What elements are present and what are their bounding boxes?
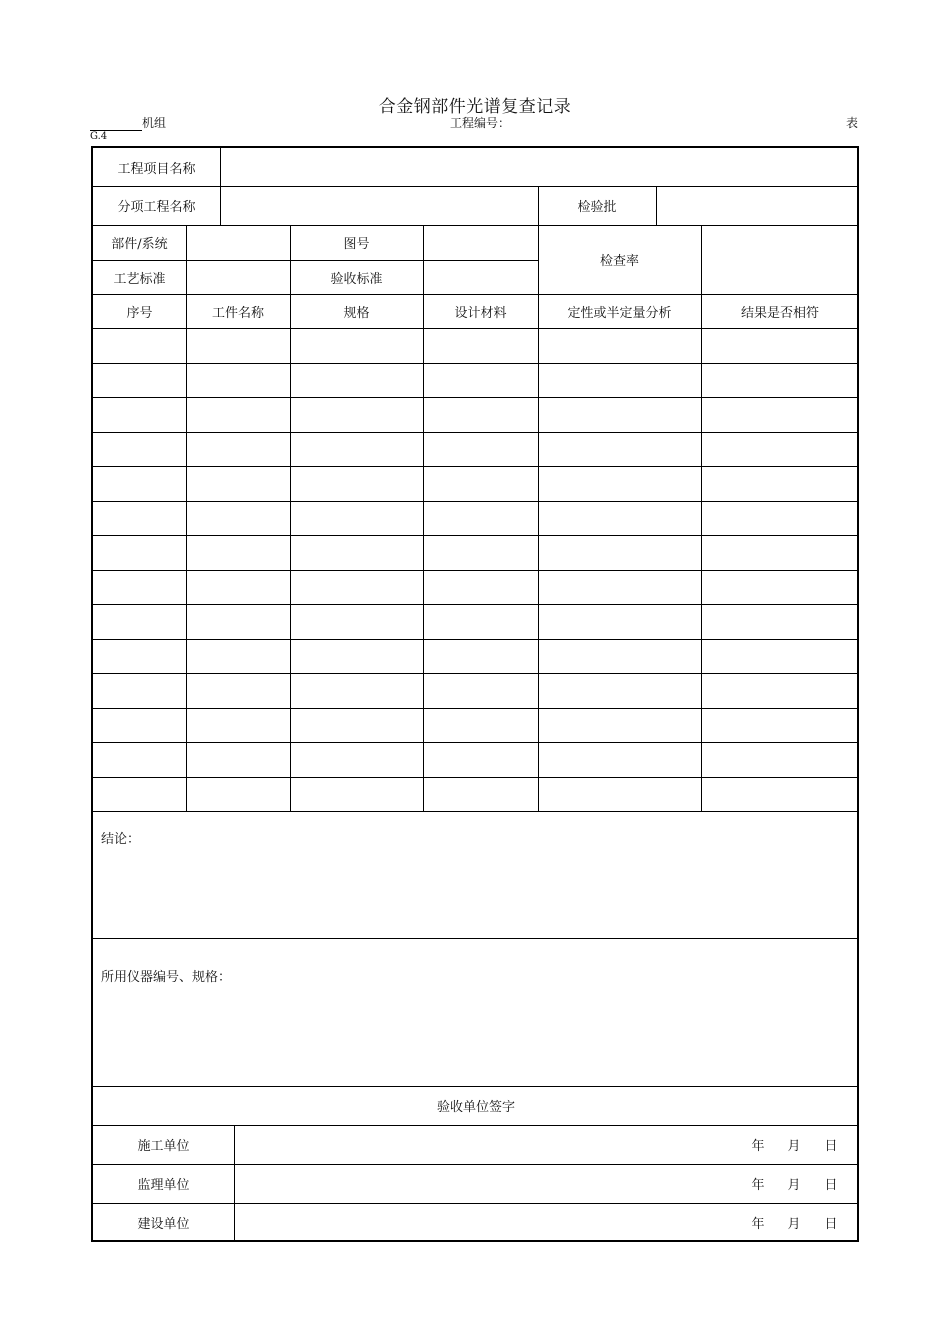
unit-blank[interactable] [90, 118, 142, 131]
table-cell-no[interactable] [93, 466, 186, 501]
conclusion-field[interactable] [93, 848, 859, 938]
col-header-part-name: 工件名称 [211, 305, 264, 321]
table-cell-result-match[interactable] [701, 363, 859, 397]
table-cell-result-match[interactable] [701, 501, 859, 535]
project-no-label: 工程编号： [450, 116, 511, 130]
col-header-no: 序号 [126, 305, 153, 321]
inspection-batch-field[interactable] [656, 186, 859, 225]
table-cell-spec[interactable] [290, 535, 423, 570]
table-cell-spec[interactable] [290, 466, 423, 501]
process-standard-label: 工艺标准 [113, 271, 166, 287]
table-cell-spec[interactable] [290, 742, 423, 777]
table-cell-spec[interactable] [290, 501, 423, 535]
table-cell-design-material[interactable] [423, 673, 538, 708]
table-cell-spec[interactable] [290, 432, 423, 466]
project-name-label: 工程项目名称 [117, 161, 196, 177]
table-cell-part-name[interactable] [186, 570, 290, 604]
table-cell-design-material[interactable] [423, 535, 538, 570]
project-name-field[interactable] [220, 148, 859, 186]
drawing-no-label: 图号 [343, 237, 370, 252]
table-cell-spec[interactable] [290, 328, 423, 363]
record-form [91, 146, 859, 1242]
check-rate-field[interactable] [701, 225, 859, 294]
table-cell-result-match[interactable] [701, 708, 859, 742]
table-cell-analysis[interactable] [538, 501, 701, 535]
table-cell-part-name[interactable] [186, 328, 290, 363]
sub-project-name-label: 分项工程名称 [117, 200, 196, 215]
acceptance-standard-label: 验收标准 [330, 271, 383, 287]
table-cell-part-name[interactable] [186, 466, 290, 501]
signature-unit-label: 监理单位 [137, 1178, 190, 1193]
table-cell-part-name[interactable] [186, 397, 290, 432]
table-cell-result-match[interactable] [701, 535, 859, 570]
check-rate-label: 检查率 [599, 254, 639, 269]
table-cell-result-match[interactable] [701, 777, 859, 811]
unit-field [90, 114, 166, 131]
instrument-label: 所用仪器编号、规格： [101, 970, 232, 985]
table-cell-no[interactable] [93, 742, 186, 777]
table-label: 表 [846, 116, 859, 130]
table-cell-design-material[interactable] [423, 466, 538, 501]
table-cell-result-match[interactable] [701, 570, 859, 604]
table-cell-spec[interactable] [290, 363, 423, 397]
signature-heading: 验收单位签字 [436, 1100, 515, 1115]
table-cell-part-name[interactable] [186, 432, 290, 466]
table-cell-analysis[interactable] [538, 777, 701, 811]
table-cell-result-match[interactable] [701, 328, 859, 363]
date-day-label: 日 [824, 1139, 838, 1154]
table-cell-part-name[interactable] [186, 742, 290, 777]
sub-project-name-field[interactable] [220, 186, 538, 225]
table-cell-analysis[interactable] [538, 363, 701, 397]
table-cell-spec[interactable] [290, 777, 423, 811]
table-cell-design-material[interactable] [423, 397, 538, 432]
grid-line [93, 938, 859, 939]
table-cell-spec[interactable] [290, 397, 423, 432]
table-cell-part-name[interactable] [186, 535, 290, 570]
table-cell-design-material[interactable] [423, 639, 538, 673]
table-cell-result-match[interactable] [701, 397, 859, 432]
table-cell-analysis[interactable] [538, 570, 701, 604]
table-cell-spec[interactable] [290, 673, 423, 708]
table-number: G.4 [90, 131, 108, 142]
inspection-batch-label: 检验批 [577, 200, 617, 215]
table-cell-analysis[interactable] [538, 535, 701, 570]
date-day-label: 日 [824, 1217, 838, 1232]
table-cell-analysis[interactable] [538, 742, 701, 777]
table-cell-no[interactable] [93, 328, 186, 363]
signature-unit-label: 建设单位 [137, 1217, 190, 1232]
table-cell-spec[interactable] [290, 604, 423, 639]
table-cell-no[interactable] [93, 397, 186, 432]
table-cell-design-material[interactable] [423, 708, 538, 742]
date-day-label: 日 [824, 1178, 838, 1193]
table-cell-part-name[interactable] [186, 604, 290, 639]
table-cell-no[interactable] [93, 501, 186, 535]
table-cell-no[interactable] [93, 570, 186, 604]
table-cell-spec[interactable] [290, 639, 423, 673]
table-cell-analysis[interactable] [538, 466, 701, 501]
date-year-label: 年 [751, 1178, 765, 1193]
table-cell-spec[interactable] [290, 708, 423, 742]
table-cell-analysis[interactable] [538, 673, 701, 708]
drawing-no-field[interactable] [423, 225, 538, 260]
table-cell-design-material[interactable] [423, 570, 538, 604]
date-year-label: 年 [751, 1217, 765, 1232]
table-cell-result-match[interactable] [701, 466, 859, 501]
table-cell-analysis[interactable] [538, 432, 701, 466]
table-cell-no[interactable] [93, 777, 186, 811]
table-cell-design-material[interactable] [423, 328, 538, 363]
table-cell-result-match[interactable] [701, 604, 859, 639]
col-header-design-material: 设计材料 [454, 305, 507, 321]
table-cell-design-material[interactable] [423, 501, 538, 535]
table-cell-result-match[interactable] [701, 742, 859, 777]
table-cell-design-material[interactable] [423, 432, 538, 466]
table-cell-part-name[interactable] [186, 501, 290, 535]
signature-unit-label: 施工单位 [137, 1139, 190, 1154]
table-cell-design-material[interactable] [423, 363, 538, 397]
table-cell-no[interactable] [93, 639, 186, 673]
table-cell-no[interactable] [93, 673, 186, 708]
table-cell-analysis[interactable] [538, 328, 701, 363]
instrument-field[interactable] [93, 986, 859, 1086]
table-cell-result-match[interactable] [701, 639, 859, 673]
table-cell-analysis[interactable] [538, 604, 701, 639]
table-cell-part-name[interactable] [186, 777, 290, 811]
table-cell-no[interactable] [93, 604, 186, 639]
table-cell-part-name[interactable] [186, 639, 290, 673]
table-cell-design-material[interactable] [423, 777, 538, 811]
table-cell-design-material[interactable] [423, 742, 538, 777]
col-header-analysis: 定性或半定量分析 [567, 305, 672, 321]
col-header-spec: 规格 [343, 305, 370, 321]
part-system-field[interactable] [186, 225, 290, 260]
table-cell-result-match[interactable] [701, 673, 859, 708]
page-title: 合金钢部件光谱复查记录 [378, 97, 572, 117]
table-cell-part-name[interactable] [186, 708, 290, 742]
part-system-label: 部件/系统 [111, 237, 168, 252]
conclusion-label: 结论： [101, 832, 141, 847]
table-cell-analysis[interactable] [538, 397, 701, 432]
table-cell-analysis[interactable] [538, 639, 701, 673]
table-cell-spec[interactable] [290, 570, 423, 604]
date-month-label: 月 [787, 1139, 801, 1154]
table-cell-no[interactable] [93, 363, 186, 397]
table-cell-part-name[interactable] [186, 673, 290, 708]
table-cell-result-match[interactable] [701, 432, 859, 466]
table-cell-no[interactable] [93, 708, 186, 742]
table-cell-analysis[interactable] [538, 708, 701, 742]
acceptance-standard-field[interactable] [423, 260, 538, 294]
table-cell-no[interactable] [93, 432, 186, 466]
col-header-result-match: 结果是否相符 [740, 305, 819, 321]
date-month-label: 月 [787, 1217, 801, 1232]
table-cell-part-name[interactable] [186, 363, 290, 397]
date-month-label: 月 [787, 1178, 801, 1193]
table-cell-design-material[interactable] [423, 604, 538, 639]
date-year-label: 年 [751, 1139, 765, 1154]
process-standard-field[interactable] [186, 260, 290, 294]
table-cell-no[interactable] [93, 535, 186, 570]
grid-line [93, 811, 859, 812]
unit-suffix: 机组 [142, 116, 167, 130]
